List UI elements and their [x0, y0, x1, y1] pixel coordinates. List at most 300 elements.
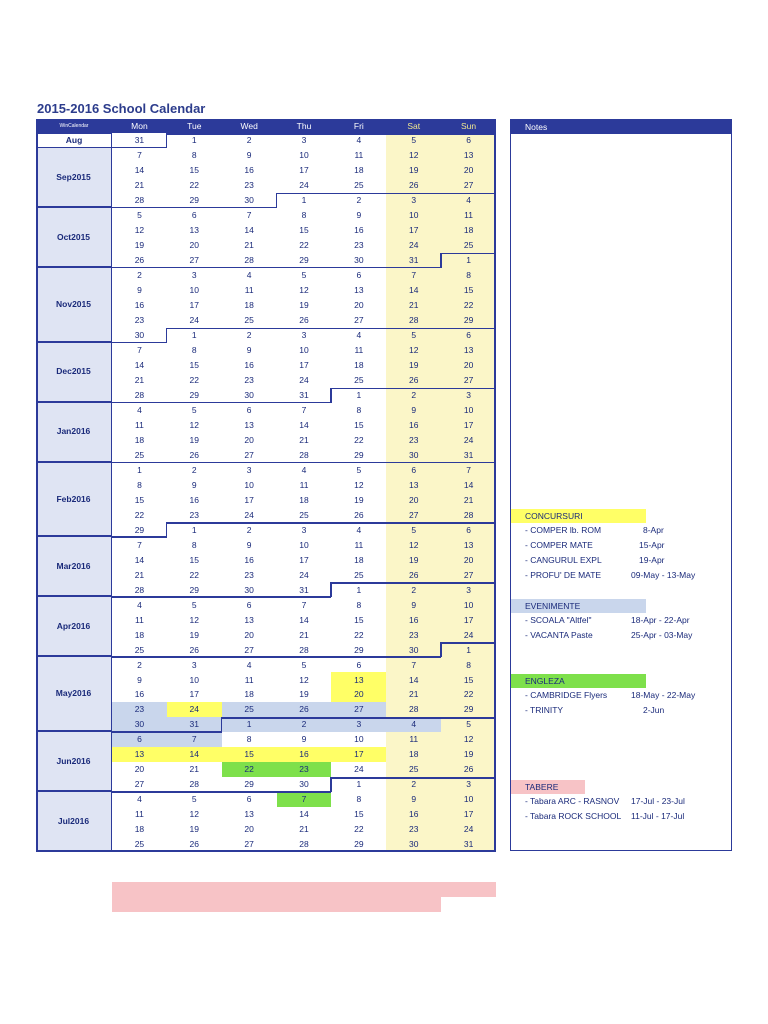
notes-item [511, 523, 731, 538]
day-cell: 25 [134, 449, 145, 460]
day-cell: 17 [189, 689, 200, 700]
day-cell: 14 [463, 479, 474, 490]
day-cell: 8 [191, 150, 197, 161]
day-cell: 30 [408, 839, 419, 850]
day-cell: 13 [134, 749, 145, 760]
notes-item [511, 628, 731, 643]
day-cell: 11 [354, 150, 364, 161]
month-separator [330, 388, 332, 403]
day-cell: 19 [463, 749, 474, 760]
notes-item-name: - Tabara ROCK SCHOOL [525, 811, 622, 821]
day-cell: 5 [191, 404, 197, 415]
highlight-fill [331, 897, 386, 912]
day-cell: 17 [463, 809, 474, 820]
day-cell: 29 [244, 779, 254, 790]
day-cell: 9 [246, 344, 252, 355]
day-cell: 25 [134, 644, 145, 655]
calendar-grid [36, 119, 496, 852]
day-cell: 29 [299, 255, 309, 266]
highlight-fill [167, 882, 222, 897]
day-cell: 18 [354, 165, 364, 176]
month-separator [112, 656, 441, 658]
month-separator [331, 777, 496, 779]
day-cell: 29 [134, 524, 145, 535]
notes-section-title: CONCURSURI [511, 509, 646, 523]
day-cell: 11 [135, 419, 144, 430]
day-cell: 4 [137, 404, 142, 415]
day-cell: 2 [246, 524, 252, 535]
day-cell: 9 [301, 734, 307, 745]
notes-item-date: 18-May - 22-May [631, 690, 696, 700]
month-label: Jun2016 [36, 732, 112, 792]
day-cell: 16 [408, 614, 419, 625]
day-cell: 31 [189, 719, 200, 730]
notes-item [511, 809, 731, 824]
day-cell: 30 [408, 644, 419, 655]
day-cell: 16 [244, 165, 254, 176]
notes-item-name: - SCOALA "Altfel" [525, 615, 592, 625]
month-separator [441, 642, 496, 644]
watermark-label: WinCalendar [36, 119, 112, 133]
highlight-fill [441, 882, 496, 897]
day-cell: 25 [244, 314, 254, 325]
day-cell: 30 [299, 779, 309, 790]
day-cell: 19 [189, 434, 200, 445]
day-cell: 13 [244, 419, 254, 430]
day-cell: 17 [189, 300, 200, 310]
day-cell: 15 [463, 285, 474, 296]
month-label: Nov2015 [36, 268, 112, 343]
day-cell: 22 [354, 629, 364, 640]
day-cell: 18 [134, 629, 145, 640]
day-cell: 16 [244, 359, 254, 370]
day-cell: 13 [408, 479, 419, 490]
day-cell: 5 [301, 270, 307, 281]
day-cell: 27 [134, 779, 145, 790]
month-separator [112, 596, 331, 598]
notes-item [511, 688, 731, 703]
day-cell: 28 [463, 509, 474, 520]
day-cell: 8 [356, 599, 362, 610]
day-cell: 9 [356, 210, 362, 221]
day-cell: 24 [244, 509, 254, 520]
day-cell: 4 [137, 599, 142, 610]
day-cell: 17 [299, 554, 309, 565]
day-cell: 12 [189, 419, 200, 430]
notes-panel [510, 119, 732, 851]
notes-item [511, 613, 731, 628]
day-cell: 30 [134, 329, 145, 340]
day-cell: 17 [408, 225, 419, 236]
day-cell: 21 [134, 374, 145, 385]
day-cell: 7 [137, 150, 142, 161]
day-cell: 4 [356, 524, 362, 535]
notes-item-name: - VACANTA Paste [525, 630, 593, 640]
day-cell: 31 [408, 255, 419, 266]
day-cell: 24 [354, 764, 364, 775]
highlight-fill [112, 882, 167, 897]
day-cell: 24 [463, 824, 474, 835]
notes-item-date: 19-Apr [639, 555, 665, 565]
day-cell: 27 [244, 839, 254, 850]
day-cell: 18 [244, 300, 254, 310]
day-cell: 11 [135, 809, 144, 820]
day-cell: 6 [191, 210, 197, 221]
notes-item-date: 8-Apr [643, 525, 664, 535]
day-cell: 12 [189, 809, 200, 820]
notes-section [511, 674, 731, 718]
day-cell: 19 [189, 824, 200, 835]
notes-item-name: - CAMBRIDGE Flyers [525, 690, 608, 700]
day-cell: 3 [411, 195, 417, 206]
day-cell: 16 [134, 300, 145, 310]
day-cell: 7 [301, 599, 307, 610]
day-cell: 1 [301, 195, 307, 206]
day-cell: 10 [189, 674, 200, 685]
day-cell: 6 [246, 794, 252, 805]
day-cell: 18 [134, 824, 145, 835]
day-cell: 3 [246, 464, 252, 475]
highlight-fill [222, 897, 277, 912]
month-separator [221, 717, 223, 732]
day-cell: 18 [408, 749, 419, 760]
highlight-fill [222, 882, 277, 897]
day-cell: 7 [191, 734, 197, 745]
month-separator [112, 267, 441, 269]
day-cell: 8 [137, 479, 142, 490]
month-separator [112, 342, 167, 344]
day-cell: 29 [189, 389, 200, 400]
day-cell: 26 [189, 839, 200, 850]
day-cell: 30 [408, 449, 419, 460]
day-cell: 25 [463, 240, 474, 251]
day-cell: 17 [244, 494, 254, 505]
day-cell: 22 [134, 509, 145, 520]
day-cell: 5 [191, 794, 197, 805]
notes-item-date: 25-Apr - 03-May [631, 630, 693, 640]
day-cell: 23 [134, 704, 145, 715]
month-separator [440, 253, 442, 268]
day-cell: 22 [189, 569, 200, 580]
day-cell: 25 [244, 704, 254, 715]
day-cell: 7 [246, 210, 252, 221]
day-cell: 27 [408, 509, 419, 520]
month-label: Dec2015 [36, 343, 112, 403]
day-cell: 10 [189, 285, 200, 296]
month-separator [112, 731, 222, 733]
day-cell: 18 [354, 554, 364, 565]
notes-item-date: 09-May - 13-May [631, 570, 696, 580]
day-cell: 13 [463, 150, 474, 161]
highlight-fill [386, 882, 441, 897]
day-cell: 15 [354, 419, 364, 430]
day-cell: 29 [463, 704, 474, 715]
day-cell: 17 [354, 749, 364, 760]
day-cell: 29 [189, 584, 200, 595]
month-separator [112, 462, 496, 464]
day-cell: 31 [463, 839, 474, 850]
day-cell: 23 [244, 180, 254, 191]
day-cell: 26 [189, 644, 200, 655]
day-cell: 8 [466, 270, 471, 281]
notes-section [511, 599, 731, 643]
day-cell: 9 [411, 599, 417, 610]
day-cell: 1 [356, 779, 362, 790]
day-header-tue: Tue [167, 119, 222, 133]
day-cell: 3 [466, 584, 471, 595]
day-cell: 7 [301, 404, 307, 415]
day-cell: 7 [137, 539, 142, 550]
day-cell: 9 [246, 539, 252, 550]
day-cell: 9 [411, 794, 417, 805]
day-cell: 3 [301, 524, 307, 535]
day-cell: 15 [354, 614, 364, 625]
day-cell: 12 [408, 150, 419, 161]
day-cell: 3 [301, 135, 307, 146]
day-cell: 1 [191, 329, 197, 340]
day-cell: 5 [137, 210, 142, 221]
day-cell: 6 [356, 659, 362, 670]
month-separator [166, 133, 168, 148]
day-cell: 10 [463, 404, 474, 415]
day-cell: 18 [299, 494, 309, 505]
day-cell: 21 [299, 434, 309, 445]
day-header-sat: Sat [386, 119, 441, 133]
day-cell: 24 [299, 374, 309, 385]
day-cell: 7 [411, 659, 417, 670]
month-separator [167, 133, 496, 135]
day-cell: 2 [246, 135, 252, 146]
notes-item-date: 2-Jun [643, 705, 665, 715]
day-cell: 20 [463, 165, 474, 176]
day-cell: 30 [134, 719, 145, 730]
month-separator [330, 582, 332, 597]
day-cell: 5 [466, 719, 471, 730]
month-label: Sep2015 [36, 148, 112, 208]
day-cell: 21 [134, 569, 145, 580]
day-cell: 30 [244, 584, 254, 595]
notes-item-name: - TRINITY [525, 705, 564, 715]
day-cell: 10 [463, 599, 474, 610]
day-cell: 15 [354, 809, 364, 820]
day-cell: 16 [134, 689, 145, 700]
day-cell: 21 [189, 764, 200, 775]
day-cell: 22 [463, 689, 474, 700]
day-cell: 18 [134, 434, 145, 445]
day-cell: 11 [299, 479, 309, 490]
day-cell: 23 [244, 569, 254, 580]
highlight-fill [331, 882, 386, 897]
day-cell: 1 [356, 584, 362, 595]
day-cell: 14 [299, 809, 309, 820]
day-cell: 14 [408, 285, 419, 296]
day-cell: 11 [135, 614, 144, 625]
day-cell: 6 [466, 135, 471, 146]
day-cell: 28 [299, 644, 309, 655]
day-cell: 27 [463, 374, 474, 385]
day-cell: 19 [134, 240, 145, 251]
day-cell: 23 [299, 764, 309, 775]
day-cell: 28 [244, 255, 254, 266]
day-cell: 11 [464, 210, 473, 221]
month-separator [441, 253, 496, 255]
day-cell: 7 [301, 794, 307, 805]
day-cell: 6 [137, 734, 142, 745]
day-cell: 27 [244, 644, 254, 655]
day-cell: 5 [411, 524, 417, 535]
day-cell: 28 [408, 704, 419, 715]
day-cell: 13 [463, 344, 474, 355]
day-cell: 1 [466, 255, 471, 266]
day-cell: 10 [299, 344, 309, 355]
day-cell: 13 [463, 539, 474, 550]
notes-item [511, 538, 731, 553]
day-cell: 10 [408, 210, 419, 221]
day-cell: 24 [463, 434, 474, 445]
day-cell: 18 [354, 359, 364, 370]
day-cell: 5 [191, 599, 197, 610]
month-separator [112, 791, 331, 793]
day-cell: 3 [356, 719, 362, 730]
day-cell: 8 [191, 344, 197, 355]
day-cell: 14 [299, 614, 309, 625]
day-cell: 19 [408, 165, 419, 176]
day-cell: 20 [463, 359, 474, 370]
day-cell: 19 [354, 494, 364, 505]
day-cell: 8 [191, 539, 197, 550]
month-label: Feb2016 [36, 463, 112, 538]
day-cell: 6 [356, 270, 362, 281]
day-cell: 9 [246, 150, 252, 161]
day-cell: 10 [299, 539, 309, 550]
day-cell: 21 [299, 824, 309, 835]
day-cell: 11 [409, 734, 419, 745]
month-separator [112, 207, 277, 209]
day-cell: 4 [137, 794, 142, 805]
day-cell: 19 [408, 554, 419, 565]
day-cell: 6 [246, 404, 252, 415]
notes-section-title: ENGLEZA [511, 674, 646, 688]
day-cell: 9 [137, 285, 142, 296]
day-cell: 15 [299, 225, 309, 236]
day-cell: 9 [191, 479, 197, 490]
day-cell: 20 [463, 554, 474, 565]
day-cell: 22 [463, 300, 474, 310]
day-cell: 13 [354, 285, 364, 296]
day-header-thu: Thu [277, 119, 332, 133]
day-cell: 26 [299, 314, 309, 325]
day-cell: 22 [354, 434, 364, 445]
day-cell: 8 [356, 404, 362, 415]
day-cell: 27 [463, 569, 474, 580]
day-cell: 14 [134, 359, 145, 370]
day-cell: 13 [354, 674, 364, 685]
day-cell: 22 [299, 240, 309, 251]
day-header-fri: Fri [331, 119, 386, 133]
day-cell: 27 [354, 314, 364, 325]
day-cell: 13 [244, 614, 254, 625]
day-cell: 25 [354, 374, 364, 385]
day-cell: 19 [299, 300, 309, 310]
month-label: Jan2016 [36, 403, 112, 463]
day-cell: 3 [191, 659, 197, 670]
day-cell: 12 [354, 479, 364, 490]
day-cell: 7 [137, 344, 142, 355]
day-cell: 23 [244, 374, 254, 385]
notes-item-name: - Tabara ARC - RASNOV [525, 796, 620, 806]
day-cell: 7 [466, 464, 471, 475]
day-cell: 11 [244, 285, 254, 296]
day-cell: 1 [246, 719, 252, 730]
month-separator [166, 328, 168, 343]
highlight-fill [112, 897, 167, 912]
day-cell: 29 [354, 449, 364, 460]
day-cell: 2 [411, 779, 417, 790]
notes-header: Notes [511, 120, 731, 134]
day-cell: 1 [356, 389, 362, 400]
day-cell: 23 [408, 824, 419, 835]
day-cell: 12 [463, 734, 474, 745]
day-cell: 22 [244, 764, 254, 775]
highlight-fill [277, 882, 332, 897]
day-cell: 3 [301, 329, 307, 340]
day-cell: 26 [408, 569, 419, 580]
day-cell: 21 [299, 629, 309, 640]
day-cell: 2 [191, 464, 197, 475]
day-cell: 27 [244, 449, 254, 460]
day-cell: 25 [354, 180, 364, 191]
day-cell: 22 [189, 374, 200, 385]
day-cell: 4 [356, 135, 362, 146]
day-cell: 14 [134, 165, 145, 176]
day-cell: 28 [134, 584, 145, 595]
day-cell: 8 [466, 659, 471, 670]
day-cell: 9 [411, 404, 417, 415]
notes-item [511, 703, 731, 718]
day-cell: 27 [354, 704, 364, 715]
day-cell: 31 [463, 449, 474, 460]
day-cell: 4 [411, 719, 417, 730]
day-cell: 29 [189, 195, 200, 206]
day-cell: 27 [463, 180, 474, 191]
day-cell: 16 [299, 749, 309, 760]
highlight-fill [277, 897, 332, 912]
day-cell: 12 [299, 674, 309, 685]
day-cell: 20 [244, 824, 254, 835]
day-cell: 17 [463, 614, 474, 625]
day-cell: 12 [408, 539, 419, 550]
day-cell: 12 [189, 614, 200, 625]
day-cell: 17 [463, 419, 474, 430]
day-cell: 24 [299, 180, 309, 191]
day-cell: 2 [411, 584, 417, 595]
day-cell: 14 [299, 419, 309, 430]
day-cell: 11 [354, 344, 364, 355]
day-cell: 16 [244, 554, 254, 565]
notes-item-name: - CANGURUL EXPL [525, 555, 602, 565]
day-cell: 1 [466, 644, 471, 655]
day-cell: 4 [356, 329, 362, 340]
notes-section [511, 509, 731, 583]
day-cell: 10 [244, 479, 254, 490]
day-cell: 8 [356, 794, 362, 805]
month-label: Jul2016 [36, 792, 112, 852]
day-cell: 16 [189, 494, 200, 505]
day-cell: 24 [299, 569, 309, 580]
day-cell: 30 [244, 195, 254, 206]
day-cell: 6 [411, 464, 417, 475]
notes-section-title: TABERE [511, 780, 585, 794]
